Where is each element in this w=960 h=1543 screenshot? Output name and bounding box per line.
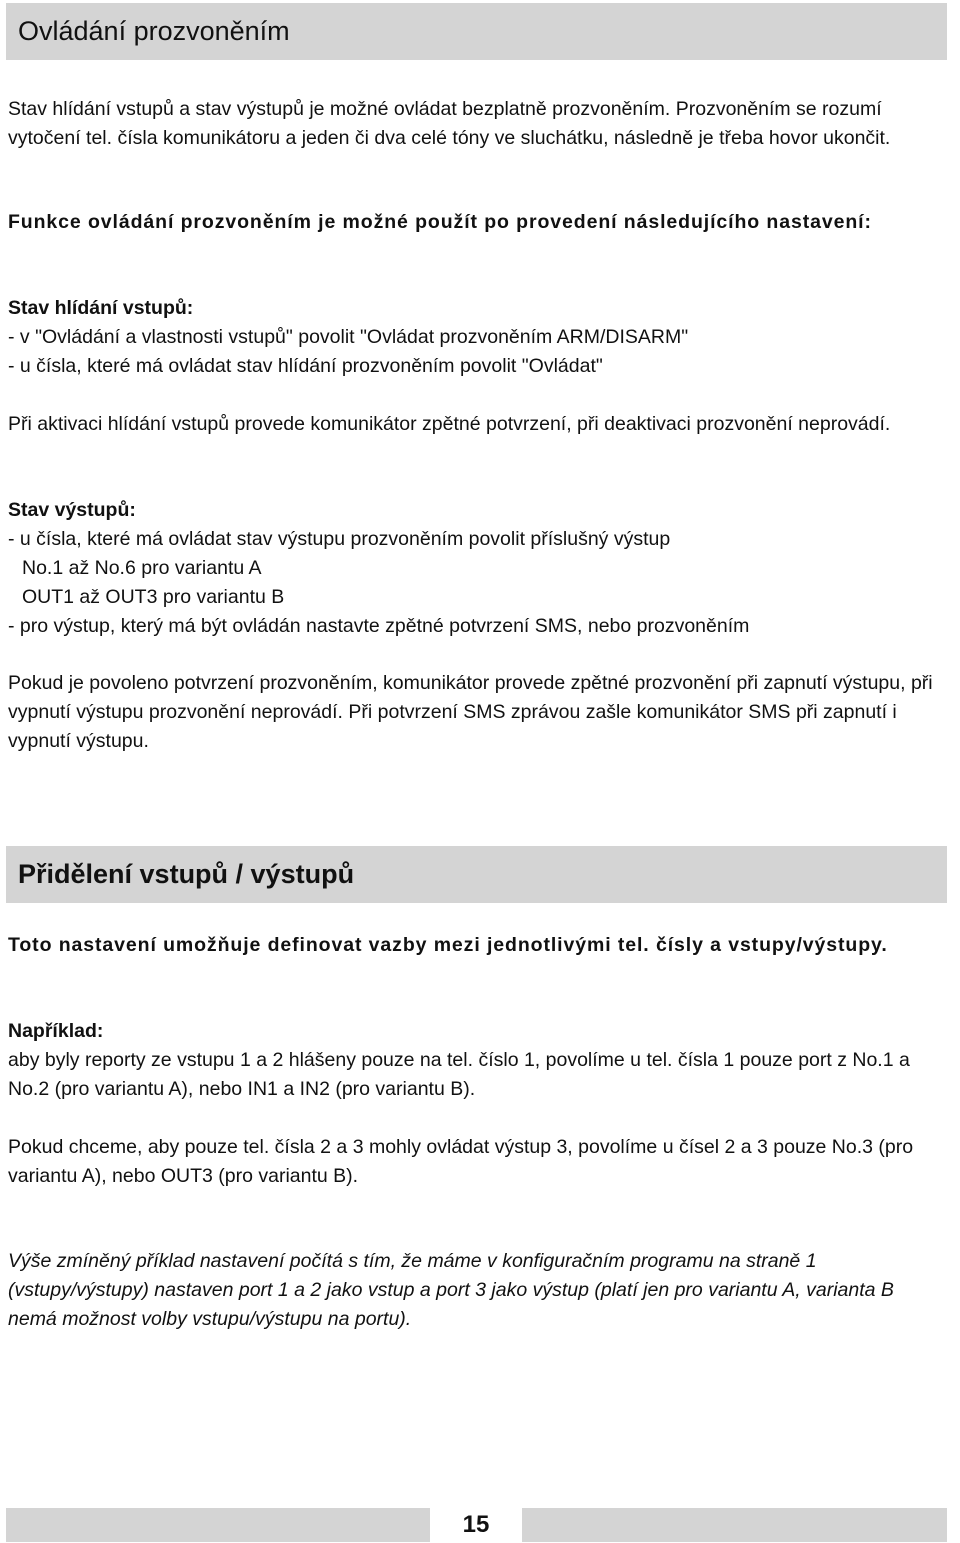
section-title: Přidělení vstupů / výstupů — [18, 859, 355, 889]
example-text: aby byly reporty ze vstupu 1 a 2 hlášeny pouze na tel. číslo 1, povolíme u tel. čísla 1 pouze port z No.1 a No.2 (pro variantu A), nebo IN1 a IN2 (pro variantu B). — [8, 1049, 910, 1100]
section-header-ovladani-prozvonenim — [6, 3, 947, 60]
list-item: No.1 až No.6 pro variantu A — [22, 557, 262, 579]
intro-paragraph: Stav hlídání vstupů a stav výstupů je možné ovládat bezplatně prozvoněním. Prozvoněním se rozumí vytočení tel. čísla komunikátoru a jeden či dva celé tóny ve sluchátku, následně je třeba hovor ukončit. — [8, 98, 891, 149]
list-item: - u čísla, které má ovládat stav hlídání prozvoněním povolit "Ovládat" — [8, 355, 603, 377]
section-title: Ovládání prozvoněním — [18, 16, 290, 46]
setup-heading: Funkce ovládání prozvoněním je možné použít po provedení následujícího nastavení: — [8, 211, 872, 233]
list-item: - v "Ovládání a vlastnosti vstupů" povolit "Ovládat prozvoněním ARM/DISARM" — [8, 326, 689, 348]
inputs-list — [8, 323, 948, 381]
outputs-list — [8, 525, 948, 641]
list-item: - pro výstup, který má být ovládán nastavte zpětné potvrzení SMS, nebo prozvoněním — [8, 615, 750, 637]
confirmation-note: Pokud je povoleno potvrzení prozvoněním, komunikátor provede zpětné prozvonění při zapnutí výstupu, při vypnutí výstupu prozvonění neprovádí. Při potvrzení SMS zprávou zašle komunikátor SMS při zapnutí i vypnutí výstupu. — [8, 672, 933, 752]
footer-bar-right — [522, 1508, 947, 1542]
page-number: 15 — [462, 1511, 490, 1538]
inputs-heading: Stav hlídání vstupů: — [8, 297, 194, 319]
footer-bar-left — [6, 1508, 430, 1542]
section-header-prideleni-vstupu-vystupu — [6, 846, 947, 903]
section2-intro: Toto nastavení umožňuje definovat vazby mezi jednotlivými tel. čísly a vstupy/výstupy. — [8, 934, 888, 956]
italic-note: Výše zmíněný příklad nastavení počítá s tím, že máme v konfiguračním programu na straně 1 (vstupy/výstupy) nastaven port 1 a 2 jako vstup a port 3 jako výstup (platí jen pro variantu A, varianta B nemá možnost volby vstupu/výstupu na portu). — [8, 1250, 894, 1330]
example-heading: Například: — [8, 1020, 104, 1042]
list-item: - u čísla, které má ovládat stav výstupu prozvoněním povolit příslušný výstup — [8, 528, 671, 550]
list-item: OUT1 až OUT3 pro variantu B — [22, 586, 285, 608]
activation-note: Při aktivaci hlídání vstupů provede komunikátor zpětné potvrzení, při deaktivaci prozvonění neprovádí. — [8, 413, 891, 435]
example-text-2: Pokud chceme, aby pouze tel. čísla 2 a 3 mohly ovládat výstup 3, povolíme u čísel 2 a 3 pouze No.3 (pro variantu A), nebo OUT3 (pro variantu B). — [8, 1136, 914, 1187]
outputs-heading: Stav výstupů: — [8, 499, 136, 521]
